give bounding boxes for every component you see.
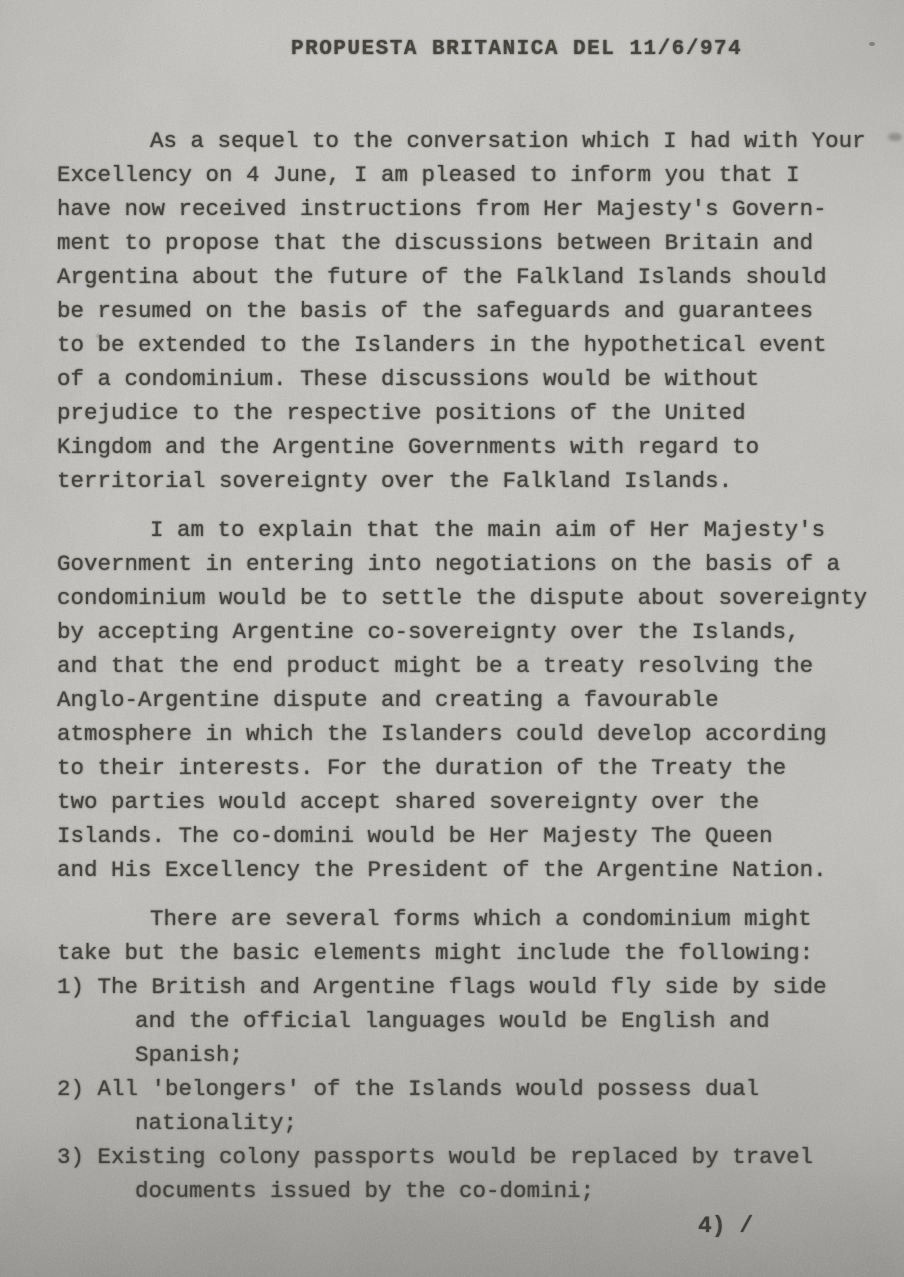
condominium-list: [57, 970, 887, 1208]
text-line: and the official languages would be English and: [135, 1008, 770, 1034]
text-line: ment to propose that the discussions between Britain and: [57, 230, 814, 256]
list-item-number: 2): [57, 1076, 98, 1102]
text-line: There are several forms which a condominium might: [150, 906, 812, 932]
text-line: two parties would accept shared sovereignty over the: [57, 789, 760, 815]
text-line: nationality;: [135, 1110, 298, 1136]
document-title: PROPUESTA BRITANICA DEL 11/6/974: [291, 38, 743, 61]
paragraph: [57, 902, 887, 970]
text-line: to their interests. For the duration of the Treaty the: [57, 755, 787, 781]
text-line: prejudice to the respective positions of the United: [57, 400, 746, 426]
list-item-number: 3): [57, 1144, 98, 1170]
paragraphs-container: [57, 124, 887, 970]
list-item: [57, 1072, 887, 1140]
text-line: to be extended to the Islanders in the hypothetical event: [57, 332, 827, 358]
document-body: [57, 124, 887, 1208]
text-line: Excellency on 4 June, I am pleased to inform you that I: [57, 162, 800, 188]
list-item-number: 1): [57, 974, 98, 1000]
text-line: be resumed on the basis of the safeguards and guarantees: [57, 298, 814, 324]
list-item: [57, 970, 887, 1072]
text-line: 1) The British and Argentine flags would fly side by side: [57, 974, 827, 1000]
text-line: I am to explain that the main aim of Her Majesty's: [150, 517, 826, 543]
text-line: territorial sovereignty over the Falkland Islands.: [57, 468, 733, 494]
text-line: take but the basic elements might include the following:: [57, 940, 814, 966]
text-line: Anglo-Argentine dispute and creating a favourable: [57, 687, 719, 713]
text-line: by accepting Argentine co-sovereignty over the Islands,: [57, 619, 800, 645]
text-line: have now received instructions from Her Majesty's Govern-: [57, 196, 827, 222]
text-line: 2) All 'belongers' of the Islands would possess dual: [57, 1076, 760, 1102]
text-line: Islands. The co-domini would be Her Majesty The Queen: [57, 823, 773, 849]
scan-speck: [888, 133, 902, 141]
paragraph: [57, 124, 887, 498]
text-line: Spanish;: [135, 1042, 244, 1068]
text-line: condominium would be to settle the dispute about sovereignty: [57, 585, 868, 611]
text-line: Kingdom and the Argentine Governments with regard to: [57, 434, 760, 460]
continuation-marker: 4) /: [698, 1213, 754, 1239]
document-content: [57, 38, 887, 1208]
text-line: As a sequel to the conversation which I had with Your: [150, 128, 866, 154]
text-line: atmosphere in which the Islanders could develop according: [57, 721, 827, 747]
text-line: Argentina about the future of the Falkland Islands should: [57, 264, 827, 290]
text-line: Government in entering into negotiations on the basis of a: [57, 551, 841, 577]
text-line: 3) Existing colony passports would be replaced by travel: [57, 1144, 814, 1170]
text-line: of a condominium. These discussions would be without: [57, 366, 760, 392]
paragraph: [57, 513, 887, 887]
list-item: [57, 1140, 887, 1208]
text-line: and that the end product might be a treaty resolving the: [57, 653, 814, 679]
text-line: and His Excellency the President of the Argentine Nation.: [57, 857, 827, 883]
text-line: documents issued by the co-domini;: [135, 1178, 595, 1204]
